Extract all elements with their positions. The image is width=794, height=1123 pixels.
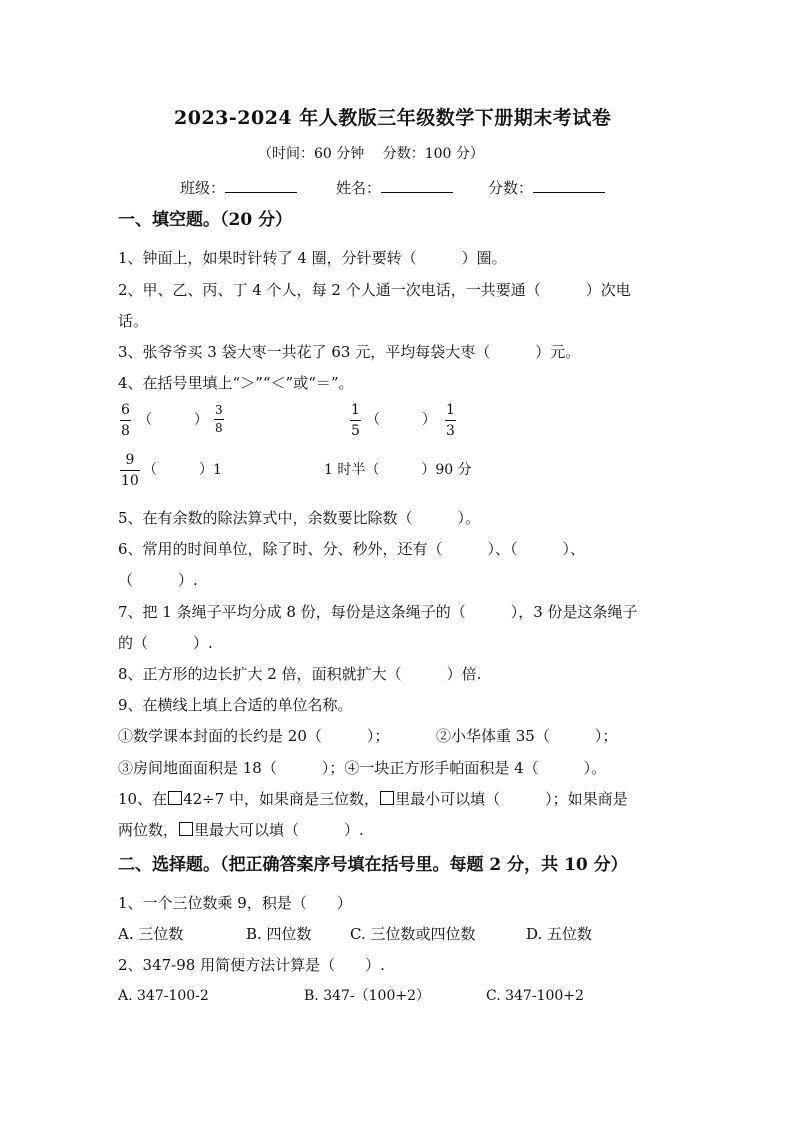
compare-blank-b[interactable]: （ ） bbox=[366, 412, 436, 428]
fraction-bar bbox=[120, 470, 140, 471]
fraction-denominator: 8 bbox=[121, 423, 130, 439]
fraction-bar bbox=[445, 420, 456, 421]
class-blank[interactable] bbox=[225, 176, 297, 193]
fraction-1-5 bbox=[350, 402, 361, 439]
q2-1-option-b[interactable]: B. 四位数 bbox=[246, 925, 312, 943]
class-label: 班级： bbox=[180, 179, 226, 197]
q2-1-option-c[interactable]: C. 三位数或四位数 bbox=[350, 925, 476, 943]
fraction-numerator: 1 bbox=[446, 402, 455, 418]
question-1-4: 4、在括号里填上“＞”“＜”或“＝”。 bbox=[118, 374, 354, 392]
question-1-10-line1 bbox=[118, 789, 628, 809]
q10-text-end: 里最小可以填（ ）；如果商是 bbox=[395, 790, 628, 808]
blank-square-icon bbox=[179, 822, 193, 836]
compare-blank-d[interactable]: 1 时半（ ）90 分 bbox=[324, 462, 472, 478]
compare-blank-c[interactable]: （ ）1 bbox=[143, 462, 222, 478]
fraction-denominator: 3 bbox=[446, 423, 455, 439]
score-blank[interactable] bbox=[533, 176, 605, 193]
question-1-9-b: ②小华体重 35（ ）； bbox=[436, 727, 618, 745]
fraction-bar bbox=[350, 420, 361, 421]
fraction-bar bbox=[120, 420, 131, 421]
exam-info: （时间：60 分钟 分数：100 分） bbox=[258, 146, 484, 162]
name-label: 姓名： bbox=[336, 179, 382, 197]
fraction-9-10 bbox=[120, 452, 140, 489]
fraction-denominator: 8 bbox=[215, 421, 223, 435]
name-blank[interactable] bbox=[381, 176, 453, 193]
question-1-2-line2: 话。 bbox=[118, 312, 149, 330]
fraction-numerator: 9 bbox=[125, 452, 135, 468]
question-1-1: 1、钟面上，如果时针转了 4 圈，分针要转（ ）圈。 bbox=[118, 249, 507, 267]
question-1-5: 5、在有余数的除法算式中，余数要比除数（ ）。 bbox=[118, 509, 481, 527]
question-1-2-line1: 2、甲、乙、丙、丁 4 个人，每 2 个人通一次电话，一共要通（ ）次电 bbox=[118, 281, 631, 299]
section1-heading: 一、填空题。（20 分） bbox=[118, 210, 293, 230]
fraction-numerator: 3 bbox=[215, 403, 223, 417]
fraction-bar bbox=[214, 419, 224, 420]
fraction-numerator: 1 bbox=[351, 402, 360, 418]
q10-text-post: 42÷7 中，如果商是三位数， bbox=[183, 790, 380, 808]
question-1-9-a: ①数学课本封面的长约是 20（ ）； bbox=[118, 727, 390, 745]
section2-heading: 二、选择题。（把正确答案序号填在括号里。每题 2 分，共 10 分） bbox=[118, 855, 628, 875]
score-label: 分数： bbox=[488, 179, 534, 197]
q10b-text-pre: 两位数， bbox=[118, 821, 179, 839]
score-field bbox=[488, 176, 605, 198]
q10b-text-post: 里最大可以填（ ）. bbox=[194, 821, 364, 839]
compare-blank-a[interactable]: （ ） bbox=[138, 412, 208, 428]
fraction-numerator: 6 bbox=[121, 402, 130, 418]
q2-2-option-b[interactable]: B. 347-（100+2） bbox=[304, 988, 430, 1004]
question-1-6-line1: 6、常用的时间单位，除了时、分、秒外，还有（ ）、（ ）、 bbox=[118, 540, 586, 558]
question-1-3: 3、张爷爷买 3 袋大枣一共花了 63 元，平均每袋大枣（ ）元。 bbox=[118, 343, 581, 361]
name-field bbox=[336, 176, 453, 198]
q10-text-pre: 10、在 bbox=[118, 790, 168, 808]
fraction-denominator: 5 bbox=[351, 423, 360, 439]
question-2-1: 1、一个三位数乘 9，积是（ ） bbox=[118, 894, 352, 912]
question-1-7-line2: 的（ ）. bbox=[118, 634, 213, 652]
q2-2-option-a[interactable]: A. 347-100-2 bbox=[118, 988, 209, 1004]
fraction-3-8 bbox=[214, 404, 224, 435]
blank-square-icon bbox=[168, 791, 182, 805]
fraction-6-8 bbox=[120, 402, 131, 439]
q2-1-option-a[interactable]: A. 三位数 bbox=[118, 925, 184, 943]
question-1-8: 8、正方形的边长扩大 2 倍，面积就扩大（ ）倍. bbox=[118, 665, 482, 683]
page-title: 2023-2024 年人教版三年级数学下册期末考试卷 bbox=[174, 107, 612, 129]
question-2-2: 2、347-98 用简便方法计算是（ ）. bbox=[118, 956, 385, 974]
fraction-1-3 bbox=[445, 402, 456, 439]
question-1-9-c: ③房间地面面积是 18（ ）；④一块正方形手帕面积是 4（ ）。 bbox=[118, 759, 607, 777]
fraction-denominator: 10 bbox=[121, 473, 139, 489]
blank-square-icon bbox=[380, 791, 394, 805]
question-1-7-line1: 7、把 1 条绳子平均分成 8 份，每份是这条绳子的（ ），3 份是这条绳子 bbox=[118, 603, 638, 621]
question-1-10-line2 bbox=[118, 820, 364, 840]
class-field bbox=[180, 176, 297, 198]
question-1-6-line2: （ ）. bbox=[118, 571, 198, 589]
q2-1-option-d[interactable]: D. 五位数 bbox=[526, 925, 593, 943]
question-1-9: 9、在横线上填上合适的单位名称。 bbox=[118, 696, 353, 714]
q2-2-option-c[interactable]: C. 347-100+2 bbox=[486, 988, 584, 1004]
